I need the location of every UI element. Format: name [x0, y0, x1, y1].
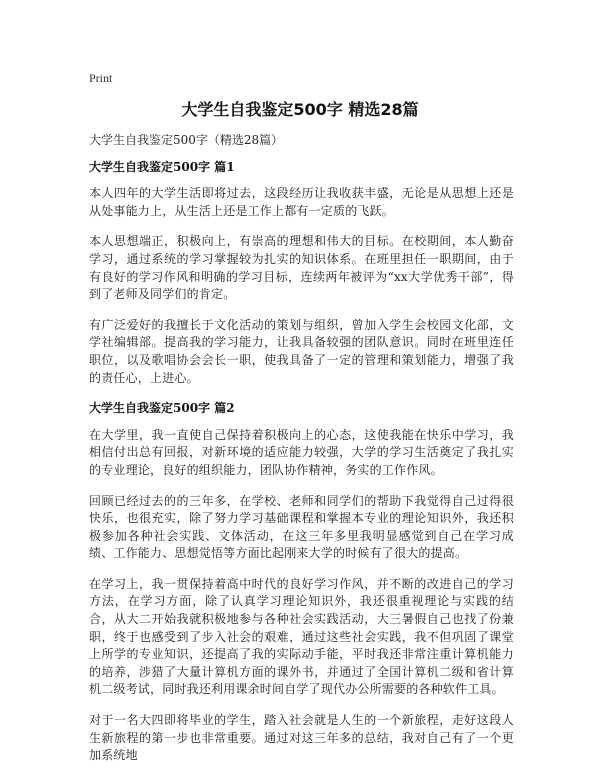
- document-subtitle: 大学生自我鉴定500字（精选28篇）: [89, 133, 284, 147]
- section-heading: 大学生自我鉴定500字 篇2: [89, 401, 235, 416]
- print-link[interactable]: Print: [89, 71, 113, 85]
- paragraph: 在大学里，我一直使自己保持着积极向上的心态，这使我能在快乐中学习，我相信付出总有回报，对新环境的适应能力较强，大学的学习生活奠定了我扎实的专业理论，良好的组织能力，团队协作精神，务实的工作作风。: [89, 427, 514, 477]
- paragraph: 有广泛爱好的我擅长于文化活动的策划与组织，曾加入学生会校园文化部，文学社编辑部。提高我的学习能力，让我具备较强的团队意识。同时在班里连任职位，以及歌唱协会会长一职，使我具备了一定的管理和策划能力，增强了我的责任心，上进心。: [89, 317, 514, 385]
- section-2: [89, 400, 514, 765]
- paragraph: 本人四年的大学生活即将过去，这段经历让我收获丰盛，无论是从思想上还是从处事能力上，从生活上还是工作上都有一定质的飞跃。: [89, 186, 514, 218]
- page-title: 大学生自我鉴定500字 精选28篇: [181, 100, 419, 119]
- paragraph: 回顾已经过去的的三年多，在学校、老师和同学们的帮助下我觉得自己过得很快乐，也很充实，除了努力学习基础课程和掌握本专业的理论知识外，我还积极参加各种社会实践、文体活动，在这三年多里我明显感觉到自己在学习成绩、工作能力、思想觉悟等方面比起刚来大学的时候有了很大的提高。: [89, 493, 514, 561]
- section-heading: 大学生自我鉴定500字 篇1: [89, 159, 235, 174]
- document-body: [89, 132, 514, 778]
- paragraph: 对于一名大四即将毕业的学生，踏入社会就是人生的一个新旅程，走好这段人生新旅程的第一步也非常重要。通过对这三年多的总结，我对自己有了一个更加系统地: [89, 713, 514, 763]
- paragraph: 在学习上，我一贯保持着高中时代的良好学习作风，并不断的改进自己的学习方法，在学习方面，除了认真学习理论知识外，我还很重视理论与实践的结合，从大二开始我就积极地参与各种社会实践活动，大三暑假自己也找了份兼职，终于也感受到了步入社会的艰难，通过这些社会实践，我不但巩固了课堂上所学的专业知识，还提高了我的实际动手能，平时我还非常注重计算机能力的培养，涉猎了大量计算机方面的课外书，并通过了全国计算机二级和省计算机二级考试，同时我还利用课余时间自学了现代办公所需要的各种软件工具。: [89, 576, 514, 697]
- paragraph: 本人思想端正，积极向上，有崇高的理想和伟大的目标。在校期间，本人勤奋学习，通过系统的学习掌握较为扎实的知识体系。在班里担任一职期间，由于有良好的学习作风和明确的学习目标，连续两年被评为“xx大学优秀干部”，得到了老师及同学们的肯定。: [89, 234, 514, 302]
- section-1: [89, 159, 514, 388]
